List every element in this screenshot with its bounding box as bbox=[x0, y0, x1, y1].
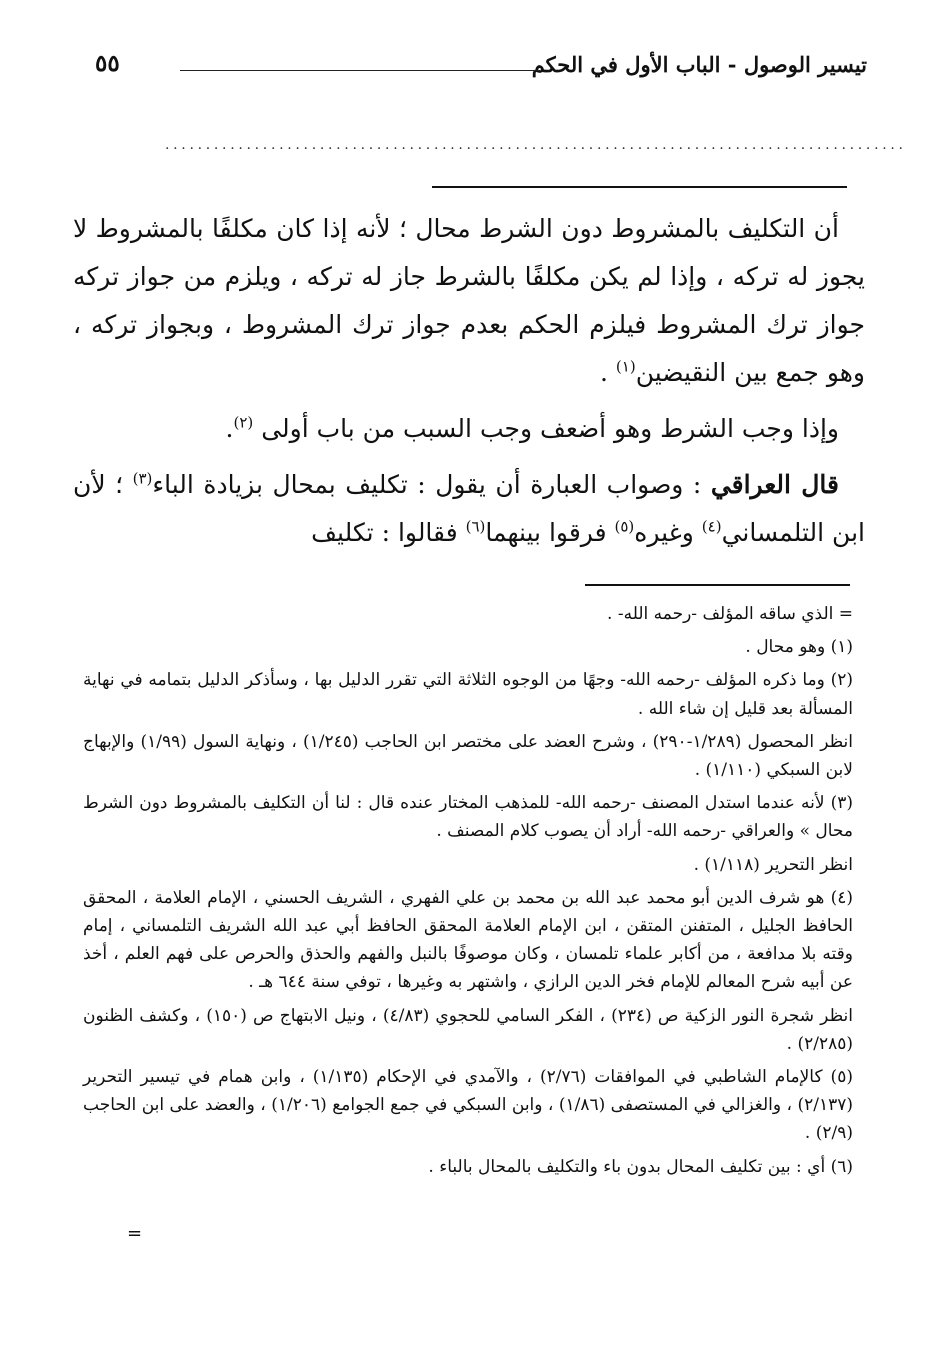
page-number: ٥٥ bbox=[95, 50, 120, 77]
footnote-ref-2: (٢) bbox=[233, 413, 254, 432]
footnote-4: (٤) هو شرف الدين أبو محمد عبد الله بن محمد بن علي الفهري ، الشريف الحسني ، الإمام العلامة ، المحقق الحافظ الجليل ، المتفنن المتقن ، ابن الإمام العلامة المحقق الحافظ أبي عبد الله الشريف التلمساني ، إمام وقته بلا مدافعة ، من أكابر علماء تلمسان ، وكان موصوفًا بالنبل والفهم والحذق والحرص على فهم العلم ، أخذ عن أبيه شرح المعالم للإمام فخر الدين الرازي ، واشتهر به وغيرها ، توفي سنة ٦٤٤ هـ . bbox=[83, 887, 853, 993]
footnote-ref-6: (٦) bbox=[465, 517, 486, 536]
paragraph-1-end: . bbox=[600, 358, 616, 387]
header-rule bbox=[180, 70, 540, 71]
paragraph-3-a: : وصواب العبارة أن يقول : تكليف بمحال بزيادة الباء bbox=[152, 470, 711, 499]
footnote-2: (٢) وما ذكره المؤلف -رحمه الله- وجهًا من الوجوه الثلاثة التي تقرر الدليل بها ، وسأذكر الدليل بتمامه في نهاية المسألة بعد قليل إن شاء الله . bbox=[83, 670, 853, 719]
paragraph-3 bbox=[73, 461, 865, 557]
footnote-2-source: انظر المحصول (١/٢٨٩-٢٩٠) ، وشرح العضد على مختصر ابن الحاجب (١/٢٤٥) ، ونهاية السول (١/٩٩) والإبهاج لابن السبكي (١/١١٠) . bbox=[83, 731, 854, 781]
footnotes bbox=[83, 600, 853, 1186]
paragraph-1 bbox=[73, 205, 865, 397]
continuation-mark: = bbox=[127, 1223, 143, 1244]
footnote-5: (٥) كالإمام الشاطبي في الموافقات (٢/٧٦) ، والآمدي في الإحكام (١/١٣٥) ، وابن همام في تيسير التحرير (٢/١٣٧) ، والغزالي في المستصفى (١/٨٦) ، وابن السبكي في جمع الجوامع (١/٢٠٦) ، والعضد على ابن الحاجب (٢/٩) . bbox=[83, 1067, 854, 1144]
main-text bbox=[73, 205, 865, 565]
paragraph-1-text: أن التكليف بالمشروط دون الشرط محال ؛ لأنه إذا كان مكلفًا بالمشروط لا يجوز له تركه ، وإذا لم يكن مكلفًا بالشرط جاز له تركه ، ويلزم من جواز تركه جواز ترك المشروط فيلزم الحكم بعدم جواز ترك المشروط ، وبجواز تركه ، وهو جمع بين النقيضين bbox=[73, 214, 865, 387]
footnote-rule bbox=[585, 584, 850, 586]
paragraph-2-text: وإذا وجب الشرط وهو أضعف وجب السبب من باب أولى bbox=[253, 414, 839, 443]
footnote-3-source: انظر التحرير (١/١١٨) . bbox=[693, 854, 853, 875]
footnote-4-source: انظر شجرة النور الزكية ص (٢٣٤) ، الفكر السامي للحجوي (٤/٨٣) ، ونيل الابتهاج ص (١٥٠) ، وكشف الظنون (٢/٢٨٥) . bbox=[83, 1005, 853, 1054]
footnote-ref-4: (٤) bbox=[701, 517, 722, 536]
paragraph-2 bbox=[73, 405, 865, 453]
paragraph-3-b: ؛ لأن ابن التلمساني bbox=[73, 470, 865, 547]
footnote-ref-5: (٥) bbox=[614, 517, 635, 536]
paragraph-3-lead: قال العراقي bbox=[710, 470, 839, 499]
footnote-ref-3: (٣) bbox=[132, 469, 153, 488]
dotted-separator: ........................................................................................... bbox=[165, 137, 907, 153]
section-rule bbox=[432, 186, 847, 188]
footnote-ref-1: (١) bbox=[615, 357, 636, 376]
footnote-carryover: = الذي ساقه المؤلف -رحمه الله- . bbox=[607, 604, 853, 624]
footnote-3: (٣) لأنه عندما استدل المصنف -رحمه الله- للمذهب المختار عنده قال : لنا أن التكليف بالمشروط دون الشرط محال » والعراقي -رحمه الله- أراد أن يصوب كلام المصنف . bbox=[83, 793, 853, 842]
footnote-6: (٦) أي : بين تكليف المحال بدون باء والتكليف بالمحال بالباء . bbox=[428, 1156, 853, 1177]
footnote-1: (١) وهو محال . bbox=[745, 637, 853, 658]
paragraph-2-end: . bbox=[225, 414, 234, 443]
paragraph-3-c: وغيره bbox=[634, 518, 702, 547]
running-header: تيسير الوصول - الباب الأول في الحكم bbox=[531, 52, 867, 77]
paragraph-3-d: فرقوا بينهما bbox=[485, 518, 615, 547]
paragraph-3-e: فقالوا : تكليف bbox=[311, 518, 466, 547]
